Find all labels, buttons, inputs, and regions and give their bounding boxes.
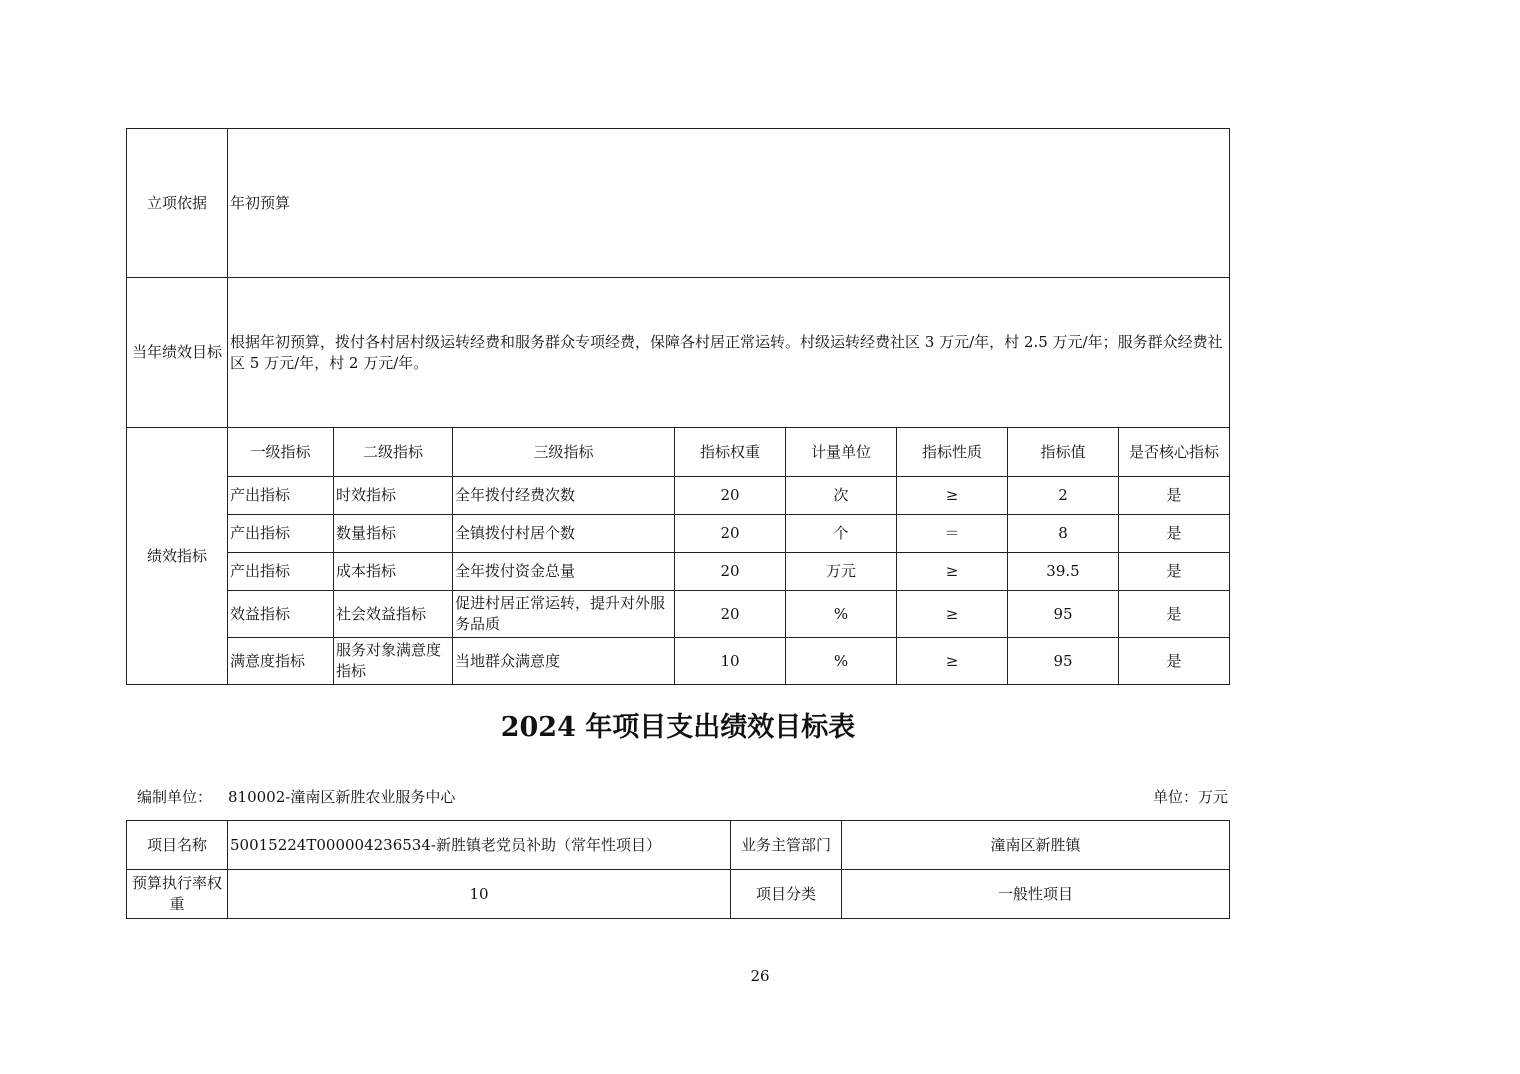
cell-level3: 当地群众满意度 [453, 638, 675, 685]
cell-unit: % [786, 638, 897, 685]
cell-value: 8 [1008, 515, 1119, 553]
cell-value: 95 [1008, 591, 1119, 638]
cell-core: 是 [1119, 515, 1230, 553]
cell-nature: ≥ [897, 638, 1008, 685]
cell-weight: 20 [675, 591, 786, 638]
table-row [127, 477, 1230, 515]
org-value: 810002-潼南区新胜农业服务中心 [228, 788, 456, 806]
cell-level1: 产出指标 [228, 515, 334, 553]
category-value: 一般性项目 [842, 870, 1230, 919]
indicators-section-label: 绩效指标 [127, 428, 228, 685]
header-weight: 指标权重 [675, 428, 786, 477]
weight-value: 10 [228, 870, 731, 919]
cell-level1: 产出指标 [228, 553, 334, 591]
project-info-table [126, 820, 1230, 919]
header-level2: 二级指标 [334, 428, 453, 477]
unit-label: 单位：万元 [1152, 788, 1228, 806]
cell-level2: 数量指标 [334, 515, 453, 553]
cell-value: 95 [1008, 638, 1119, 685]
annual-goal-value: 根据年初预算，拨付各村居村级运转经费和服务群众专项经费，保障各村居正常运转。村级运转经费社区 3 万元/年，村 2.5 万元/年；服务群众经费社区 5 万元/年，村 2 万元/年。 [228, 278, 1230, 428]
cell-core: 是 [1119, 638, 1230, 685]
org-label: 编制单位： [137, 788, 213, 806]
cell-level3: 促进村居正常运转，提升对外服务品质 [453, 591, 675, 638]
table-row [127, 638, 1230, 685]
dept-label: 业务主管部门 [731, 821, 842, 870]
cell-unit: % [786, 591, 897, 638]
cell-nature: ≥ [897, 477, 1008, 515]
cell-level1: 效益指标 [228, 591, 334, 638]
category-label: 项目分类 [731, 870, 842, 919]
basis-label: 立项依据 [127, 129, 228, 278]
cell-core: 是 [1119, 553, 1230, 591]
cell-level3: 全年拨付经费次数 [453, 477, 675, 515]
annual-goal-label: 当年绩效目标 [127, 278, 228, 428]
header-level3: 三级指标 [453, 428, 675, 477]
cell-level1: 产出指标 [228, 477, 334, 515]
cell-value: 39.5 [1008, 553, 1119, 591]
cell-core: 是 [1119, 591, 1230, 638]
header-nature: 指标性质 [897, 428, 1008, 477]
header-unit: 计量单位 [786, 428, 897, 477]
table-row [127, 553, 1230, 591]
cell-core: 是 [1119, 477, 1230, 515]
cell-level1: 满意度指标 [228, 638, 334, 685]
project-name-label: 项目名称 [127, 821, 228, 870]
cell-unit: 个 [786, 515, 897, 553]
cell-nature: ≥ [897, 591, 1008, 638]
cell-level2: 服务对象满意度指标 [334, 638, 453, 685]
cell-unit: 次 [786, 477, 897, 515]
cell-nature: ≥ [897, 553, 1008, 591]
cell-level2: 成本指标 [334, 553, 453, 591]
cell-value: 2 [1008, 477, 1119, 515]
cell-level2: 社会效益指标 [334, 591, 453, 638]
table-row [127, 591, 1230, 638]
cell-weight: 10 [675, 638, 786, 685]
cell-level3: 全年拨付资金总量 [453, 553, 675, 591]
cell-weight: 20 [675, 477, 786, 515]
performance-goals-table [126, 128, 1230, 685]
basis-value: 年初预算 [228, 129, 1230, 278]
cell-level2: 时效指标 [334, 477, 453, 515]
org-line [137, 786, 455, 808]
cell-weight: 20 [675, 553, 786, 591]
project-name-value: 50015224T000004236534-新胜镇老党员补助（常年性项目） [228, 821, 731, 870]
header-core: 是否核心指标 [1119, 428, 1230, 477]
header-value: 指标值 [1008, 428, 1119, 477]
cell-level3: 全镇拨付村居个数 [453, 515, 675, 553]
header-level1: 一级指标 [228, 428, 334, 477]
cell-unit: 万元 [786, 553, 897, 591]
page-title: 2024 年项目支出绩效目标表 [500, 712, 856, 743]
table-row [127, 515, 1230, 553]
cell-nature: ＝ [897, 515, 1008, 553]
dept-value: 潼南区新胜镇 [842, 821, 1230, 870]
weight-label: 预算执行率权重 [127, 870, 228, 919]
cell-weight: 20 [675, 515, 786, 553]
page-number: 26 [750, 967, 770, 985]
